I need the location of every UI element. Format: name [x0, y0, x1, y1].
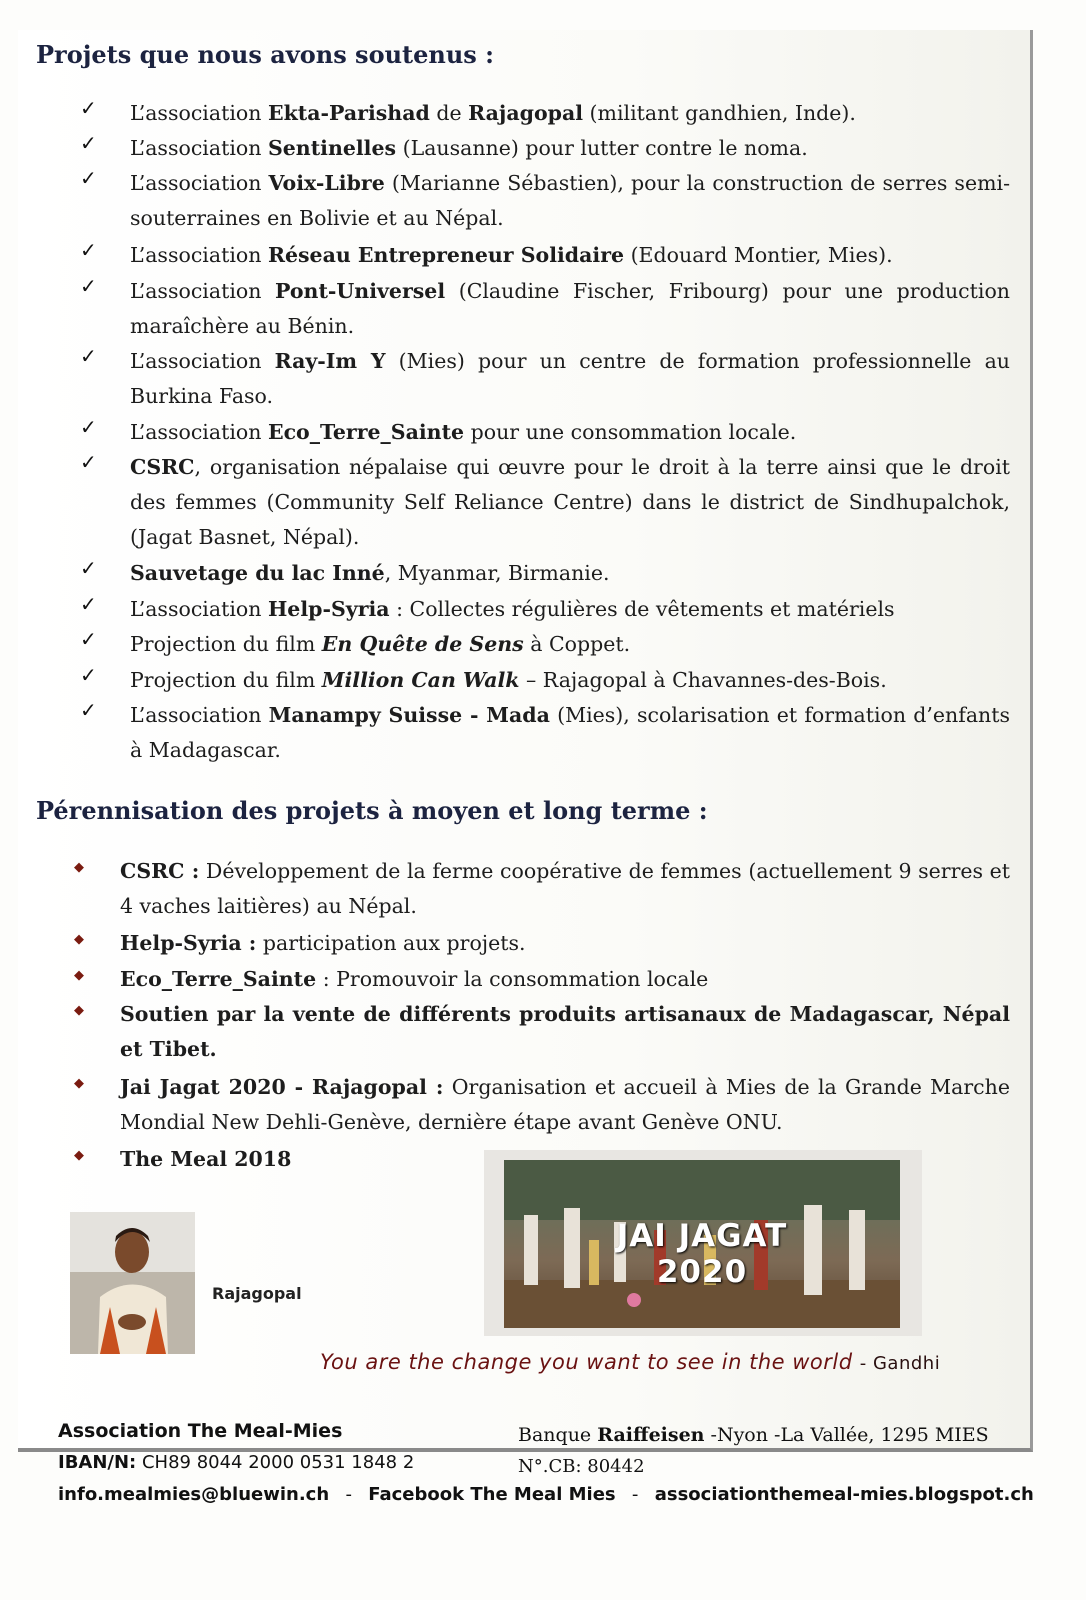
text-run: L’association — [130, 420, 268, 444]
text-run: L’association — [130, 349, 275, 373]
list-item-text — [130, 344, 1010, 414]
list-item-text — [120, 1070, 1010, 1140]
footer-org-name: Association The Meal-Mies — [58, 1420, 343, 1442]
list-item-text — [130, 131, 1010, 166]
checkmark-icon: ✓ — [80, 698, 97, 722]
checkmark-icon: ✓ — [80, 96, 97, 120]
section-heading-long-term: Pérennisation des projets à moyen et long terme : — [36, 796, 708, 825]
separator: - — [345, 1484, 352, 1505]
checkmark-icon: ✓ — [80, 592, 97, 616]
text-run: Projection du film — [130, 668, 322, 692]
list-item-text — [130, 698, 1010, 768]
section-heading-supported-projects: Projets que nous avons soutenus : — [36, 40, 495, 69]
text-run: à Coppet. — [523, 632, 631, 656]
checkmark-icon: ✓ — [80, 344, 97, 368]
text-run: Soutien par la vente de différents produits artisanaux de Madagascar, Népal et Tibet. — [120, 1002, 1010, 1061]
list-item-text — [130, 415, 1010, 450]
text-run: Eco_Terre_Sainte — [120, 967, 317, 991]
text-run: pour une consommation locale. — [464, 420, 797, 444]
text-run: , Myanmar, Birmanie. — [384, 561, 610, 585]
quote-text: You are the change you want to see in the world — [320, 1350, 853, 1374]
text-run: : Collectes régulières de vêtements et matériels — [389, 597, 895, 621]
checkmark-icon: ✓ — [80, 450, 97, 474]
bank-name: Raiffeisen — [597, 1424, 705, 1446]
checkmark-icon: ✓ — [80, 415, 97, 439]
diamond-bullet-icon: ◆ — [74, 1076, 84, 1091]
text-run: Million Can Walk — [321, 668, 520, 692]
diamond-bullet-icon: ◆ — [74, 1003, 84, 1018]
facebook-link[interactable]: Facebook The Meal Mies — [368, 1484, 616, 1505]
text-run: Rajagopal — [468, 101, 584, 125]
banner-image — [504, 1160, 900, 1328]
text-run: (Claudine Fischer, Fribourg) pour une production maraîchère au Bénin. — [130, 279, 1010, 338]
text-run: L’association — [130, 136, 268, 160]
iban-value: CH89 8044 2000 0531 1848 2 — [136, 1452, 415, 1473]
footer-bank — [518, 1424, 989, 1446]
bank-prefix: Banque — [518, 1424, 598, 1446]
text-run: participation aux projets. — [256, 931, 526, 955]
list-item-text — [130, 592, 1010, 627]
text-run: (Lausanne) pour lutter contre le noma. — [396, 136, 808, 160]
text-run: : Promouvoir la consommation locale — [316, 967, 709, 991]
gandhi-quote — [320, 1350, 940, 1374]
text-run: (Marianne Sébastien), pour la construction de serres semi-souterraines en Bolivie et au Népal. — [130, 171, 1011, 230]
text-run: L’association — [130, 703, 269, 727]
checkmark-icon: ✓ — [80, 131, 97, 155]
iban-label: IBAN/N: — [58, 1452, 137, 1473]
list-item-text — [130, 663, 1010, 698]
text-run: L’association — [130, 597, 268, 621]
rajagopal-photo — [70, 1212, 195, 1354]
blog-link[interactable]: associationthemeal-mies.blogspot.ch — [654, 1484, 1034, 1505]
text-run: Sentinelles — [267, 136, 397, 160]
text-run: , organisation népalaise qui œuvre pour le droit à la terre ainsi que le droit des femmes (Community Self Reliance Centre) dans le district de Sindhupalchok, (Jagat Basnet, Népal). — [130, 455, 1010, 549]
diamond-bullet-icon: ◆ — [74, 860, 84, 875]
text-run: Manampy Suisse - Mada — [268, 703, 550, 727]
checkmark-icon: ✓ — [80, 556, 97, 580]
text-run: L’association — [130, 171, 269, 195]
bank-address: -Nyon -La Vallée, 1295 MIES — [704, 1424, 989, 1446]
text-run: Projection du film — [130, 632, 322, 656]
text-run: Ray-Im Y — [274, 349, 386, 373]
text-run: Jai Jagat 2020 - Rajagopal : — [120, 1075, 444, 1099]
checkmark-icon: ✓ — [80, 627, 97, 651]
text-run: Help-Syria — [267, 597, 390, 621]
footer-contacts — [58, 1484, 1034, 1505]
text-run: CSRC — [130, 455, 195, 479]
footer-iban — [58, 1452, 414, 1473]
text-run: The Meal 2018 — [120, 1147, 292, 1171]
diamond-bullet-icon: ◆ — [74, 1148, 84, 1163]
checkmark-icon: ✓ — [80, 663, 97, 687]
list-item-text — [130, 96, 1010, 131]
text-run: L’association — [130, 101, 268, 125]
text-run: – Rajagopal à Chavannes-des-Bois. — [519, 668, 887, 692]
list-item-text — [130, 450, 1010, 555]
text-run: L’association — [130, 279, 275, 303]
quote-author: - Gandhi — [859, 1353, 941, 1374]
list-item-text — [130, 238, 1010, 273]
list-item-text — [130, 556, 1010, 591]
jai-jagat-banner — [484, 1150, 922, 1336]
text-run: Eco_Terre_Sainte — [267, 420, 465, 444]
diamond-bullet-icon: ◆ — [74, 932, 84, 947]
checkmark-icon: ✓ — [80, 238, 97, 262]
diamond-bullet-icon: ◆ — [74, 968, 84, 983]
text-run: Voix-Libre — [268, 171, 385, 195]
checkmark-icon: ✓ — [80, 166, 97, 190]
separator: - — [631, 1484, 639, 1505]
banner-title: JAI JAGAT 2020 — [616, 1218, 788, 1290]
text-run: Pont-Universel — [275, 279, 446, 303]
text-run: (Edouard Montier, Mies). — [624, 243, 893, 267]
list-item-text — [120, 962, 1010, 997]
text-run: Développement de la ferme coopérative de femmes (actuellement 9 serres et 4 vaches laitières) au Népal. — [120, 859, 1010, 918]
text-run: Ekta-Parishad — [267, 101, 430, 125]
list-item-text — [120, 997, 1010, 1067]
list-item-text — [120, 926, 1010, 961]
text-run: Help-Syria : — [120, 931, 257, 955]
email-link[interactable]: info.mealmies@bluewin.ch — [58, 1484, 330, 1505]
text-run: Réseau Entrepreneur Solidaire — [267, 243, 625, 267]
list-item-text — [120, 854, 1010, 924]
list-item-text — [130, 627, 1010, 662]
list-item-text — [130, 166, 1010, 236]
text-run: Organisation et accueil à Mies de la Grande Marche Mondial New Dehli-Genève, dernière étape avant Genève ONU. — [120, 1075, 1010, 1134]
text-run: (Mies), scolarisation et formation d’enfants à Madagascar. — [130, 703, 1011, 762]
text-run: CSRC : — [120, 859, 200, 883]
text-run: de — [429, 101, 469, 125]
checkmark-icon: ✓ — [80, 274, 97, 298]
text-run: En Quête de Sens — [321, 632, 524, 656]
text-run: Sauvetage du lac Inné — [130, 561, 385, 585]
text-run: (militant gandhien, Inde). — [583, 101, 856, 125]
list-item-text — [130, 274, 1010, 344]
photo-caption: Rajagopal — [212, 1284, 302, 1303]
text-run: L’association — [130, 243, 268, 267]
footer-cb: N°.CB: 80442 — [518, 1456, 645, 1477]
text-run: (Mies) pour un centre de formation professionnelle au Burkina Faso. — [130, 349, 1011, 408]
